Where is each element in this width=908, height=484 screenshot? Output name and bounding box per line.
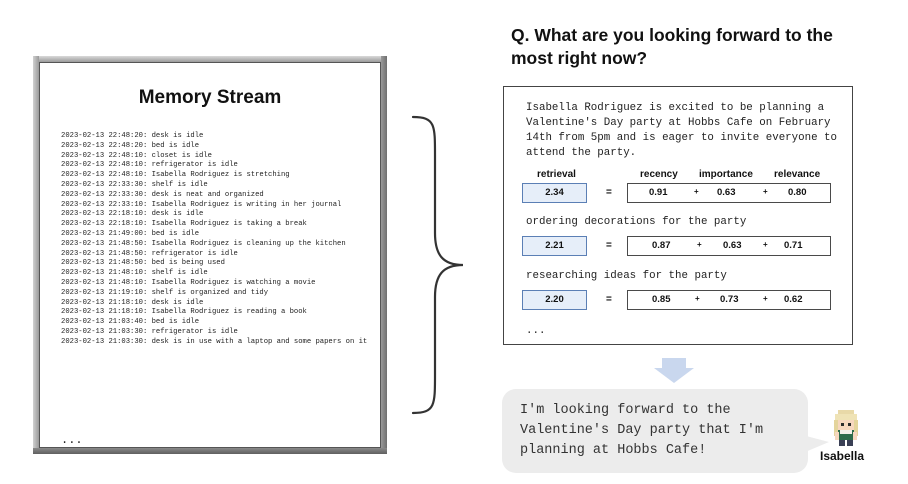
response-bubble — [502, 389, 808, 473]
memory-text-1: Isabella Rodriguez is excited to be planning a Valentine's Day party at Hobbs Cafe on February 14th from 5pm and is eager to invite everyone to attend the party. — [526, 102, 838, 159]
plus-sign: + — [697, 240, 702, 249]
memory-stream-title: Memory Stream — [138, 87, 282, 108]
memory-entry: 2023-02-13 21:48:50: Isabella Rodriguez is cleaning up the kitchen — [61, 239, 346, 248]
memory-entry: 2023-02-13 21:48:50: bed is being used — [61, 259, 225, 268]
memory-entry: 2023-02-13 21:03:40: bed is idle — [61, 318, 200, 327]
memory-entry: 2023-02-13 22:48:10: refrigerator is idle — [61, 161, 238, 170]
score-components-2 — [627, 236, 831, 256]
memory-text-3: researching ideas for the party — [526, 270, 727, 282]
isabella-avatar-icon — [829, 408, 863, 448]
plus-sign: + — [763, 240, 768, 249]
memory-entry: 2023-02-13 22:48:20: desk is idle — [61, 132, 204, 140]
relevance-value: 0.71 — [784, 240, 803, 251]
memory-entry: 2023-02-13 21:19:10: shelf is organized and tidy — [61, 288, 269, 297]
recency-value: 0.87 — [652, 240, 671, 251]
memory-entry: 2023-02-13 21:03:30: desk is in use with a laptop and some papers on it — [61, 337, 368, 346]
importance-value: 0.63 — [723, 240, 742, 251]
memory-entry: 2023-02-13 21:48:10: Isabella Rodriguez is watching a movie — [61, 278, 316, 287]
equals-sign: = — [606, 240, 612, 251]
score-components-3 — [627, 290, 831, 310]
memory-entry: 2023-02-13 22:48:20: bed is idle — [61, 141, 200, 150]
memory-text-2: ordering decorations for the party — [526, 216, 747, 228]
retrieval-score-3: 2.20 — [522, 290, 587, 310]
relevance-value: 0.62 — [784, 294, 803, 305]
importance-value: 0.63 — [717, 187, 736, 198]
plus-sign: + — [763, 187, 768, 196]
memory-entry: 2023-02-13 21:03:30: refrigerator is idle — [61, 327, 238, 336]
relevance-value: 0.80 — [788, 187, 807, 198]
memory-entry: 2023-02-13 21:49:00: bed is idle — [61, 229, 200, 238]
importance-value: 0.73 — [720, 294, 739, 305]
retrieval-panel — [503, 86, 853, 345]
equals-sign: = — [606, 187, 612, 198]
memory-entry: 2023-02-13 22:33:30: desk is neat and organized — [61, 190, 264, 199]
memory-stream-frame — [33, 56, 387, 454]
plus-sign: + — [695, 294, 700, 303]
memory-entry: 2023-02-13 21:18:10: Isabella Rodriguez is reading a book — [61, 308, 307, 317]
memory-stream-panel — [39, 62, 381, 448]
curly-brace-icon — [405, 115, 465, 415]
plus-sign: + — [694, 187, 699, 196]
retrieval-score-1: 2.34 — [522, 183, 587, 203]
header-recency: recency — [640, 169, 678, 180]
frame-bevel-right — [381, 56, 387, 454]
score-components-1 — [627, 183, 831, 203]
memory-entry: 2023-02-13 22:18:10: desk is idle — [61, 210, 204, 219]
memory-entry: 2023-02-13 22:48:10: closet is idle — [61, 151, 212, 160]
memory-entry: 2023-02-13 21:48:10: shelf is idle — [61, 269, 208, 278]
memory-stream-ellipsis: ... — [61, 433, 83, 447]
header-relevance: relevance — [774, 169, 821, 180]
header-retrieval: retrieval — [537, 169, 576, 180]
memory-stream-list — [61, 132, 379, 348]
header-importance: importance — [699, 169, 753, 180]
recency-value: 0.85 — [652, 294, 671, 305]
memory-entry: 2023-02-13 22:33:10: Isabella Rodriguez is writing in her journal — [61, 200, 342, 209]
agent-name: Isabella — [820, 449, 865, 463]
response-text: I'm looking forward to the Valentine's Day party that I'm planning at Hobbs Cafe! — [520, 403, 764, 458]
memory-entry: 2023-02-13 22:18:10: Isabella Rodriguez is taking a break — [61, 220, 307, 229]
question-heading: Q. What are you looking forward to the most right now? — [511, 25, 833, 68]
plus-sign: + — [763, 294, 768, 303]
recency-value: 0.91 — [649, 187, 668, 198]
memory-entry: 2023-02-13 21:18:10: desk is idle — [61, 298, 204, 307]
memory-entry: 2023-02-13 22:48:10: Isabella Rodriguez is stretching — [61, 171, 290, 180]
memory-entry: 2023-02-13 22:33:30: shelf is idle — [61, 180, 208, 189]
memory-entry: 2023-02-13 21:48:50: refrigerator is idle — [61, 249, 238, 258]
retrieval-score-2: 2.21 — [522, 236, 587, 256]
retrieval-ellipsis: ... — [526, 325, 546, 337]
equals-sign: = — [606, 294, 612, 305]
down-arrow-icon — [652, 358, 696, 384]
frame-bevel-bottom — [33, 448, 387, 454]
